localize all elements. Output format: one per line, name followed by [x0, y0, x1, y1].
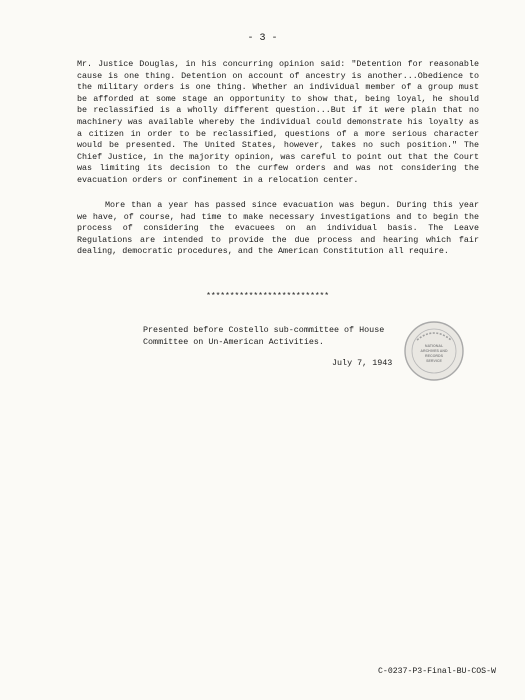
stamp-line-3: RECORDS	[425, 354, 443, 358]
stamp-line-1: NATIONAL	[424, 344, 444, 348]
stamp-line-2: ARCHIVES AND	[420, 349, 448, 353]
paragraph-leave-regulations: More than a year has passed since evacuation was begun. During this year we have, of course, had time to make necessary investigations and to begin the process of considering the evacuees on an individual basis. The Leave Regulations are intended to provide the due process and hearing which fair dealing, democratic procedures, and the American Constitution all require.	[77, 200, 479, 257]
document-date: July 7, 1943	[332, 358, 393, 368]
page-number: - 3 -	[247, 33, 278, 44]
paragraph-douglas-opinion: Mr. Justice Douglas, in his concurring opinion said: "Detention for reasonable cause is one thing. Detention on account of ancestry is another...Obedience to the military orders is one thing. Whether an individual member of a group must be afforded at some stage an opportunity to show that, being loyal, he should be reclassified is a wholly different question...But if it were plain that no machinery was available whereby the individual could demonstrate his loyalty as a citizen in order to be reclassified, questions of a more serious character would be presented. The United States, however, takes no such position." The Chief Justice, in the majority opinion, was careful to point out that the Court was limiting its decision to the curfew orders and was not considering the evacuation orders or confinement in a relocation center.	[77, 59, 479, 185]
presented-note: Presented before Costello sub-committee of House Committee on Un-American Activities.	[143, 325, 385, 347]
file-code: C-0237-P3-Final-BU-COS-W	[378, 667, 496, 676]
archive-stamp-icon	[403, 320, 465, 382]
stamp-line-4: SERVICE	[426, 359, 442, 363]
asterisk-separator: **************************	[206, 291, 329, 301]
